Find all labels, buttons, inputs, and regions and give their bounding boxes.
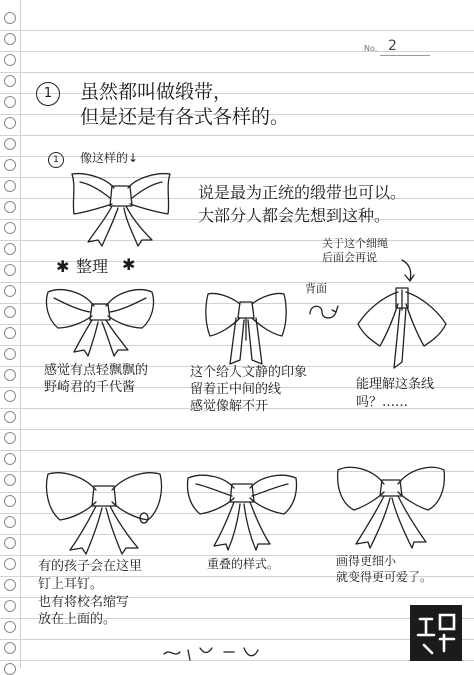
binding-hole [4,432,16,444]
binding-hole [4,411,16,423]
bow-back-view-drawing [350,276,454,372]
overlapped-bow-drawing [180,466,304,556]
bow1-caption-line1: 感觉有点轻飘飘的 [44,363,149,378]
bow6-caption-line2: 就变得更可爱了。 [336,570,433,584]
binding-hole [4,663,16,675]
rope-note-line1: 关于这个细绳 [322,237,388,250]
rope-note-line2: 后面会再说 [322,251,377,264]
section-2-title: 整理 [76,257,109,276]
binding-hole [4,33,16,45]
binding-hole [4,348,16,360]
binding-hole [4,117,16,129]
spiral-binding [0,0,22,668]
binding-hole [4,285,16,297]
binding-hole [4,621,16,633]
corner-stamp-image [410,605,462,661]
binding-hole [4,579,16,591]
binding-hole [4,453,16,465]
fluffy-bow-drawing [40,284,160,360]
bow2-caption-line3: 感觉像解不开 [190,399,269,414]
bow4-caption-line1: 有的孩子会在这里 [38,559,143,574]
bow2-caption-line2: 留着正中间的线 [190,382,282,397]
bow4-caption-line3: 也有将校名缩写 [38,595,130,610]
section-number-circle: 1 [36,82,60,106]
section-title-line1: 虽然都叫做缎带， [80,81,233,103]
binding-hole [4,558,16,570]
layered-bow-drawing [196,284,296,370]
binding-hole [4,495,16,507]
bow2-caption-line1: 这个给人文静的印象 [190,365,308,380]
bow4-caption-line2: 钉上耳钉。 [38,577,104,592]
large-bow-with-pin-drawing [40,466,168,558]
binding-hole [4,243,16,255]
example-label: 像这样的↓ [80,151,139,165]
classic-bow-drawing [66,168,176,248]
binding-hole [4,306,16,318]
binding-hole [4,327,16,339]
binding-hole [4,54,16,66]
binding-hole [4,537,16,549]
example-description-line1: 说是最为正统的缎带也可以。 [198,183,407,202]
example-description-line2: 大部分人都会先想到这种。 [198,206,391,225]
binding-hole [4,390,16,402]
bow3-caption-line2: 吗？…… [356,395,409,410]
section-title-line2: 但是还是有各式各样的。 [80,106,290,128]
bow6-caption-line1: 画得更细小 [336,554,397,568]
bottom-scribble [160,640,280,664]
binding-hole [4,201,16,213]
margin-line [20,0,21,668]
bow5-caption: 重叠的样式。 [207,557,280,571]
back-view-label: 背面 [305,282,327,295]
binding-hole [4,642,16,654]
binding-hole [4,180,16,192]
page-number: 2 [388,38,397,54]
binding-hole [4,75,16,87]
page-number-underline [380,55,430,56]
binding-hole [4,516,16,528]
binding-hole [4,264,16,276]
binding-hole [4,474,16,486]
binding-hole [4,12,16,24]
binding-hole [4,600,16,612]
star-icon: ✱ [122,255,136,274]
bow3-caption-line1: 能理解这条线 [356,377,435,392]
example-number-circle: 1 [48,152,64,168]
bow1-caption-line2: 野崎君的千代酱 [44,380,136,395]
star-icon: ✱ [56,257,70,276]
bow4-caption-line4: 放在上面的。 [38,612,117,627]
page-number-label: No. [364,44,378,53]
binding-hole [4,222,16,234]
binding-hole [4,138,16,150]
binding-hole [4,159,16,171]
binding-hole [4,96,16,108]
thin-bow-drawing [330,458,452,554]
rotate-arrow-icon [306,300,342,324]
binding-hole [4,369,16,381]
